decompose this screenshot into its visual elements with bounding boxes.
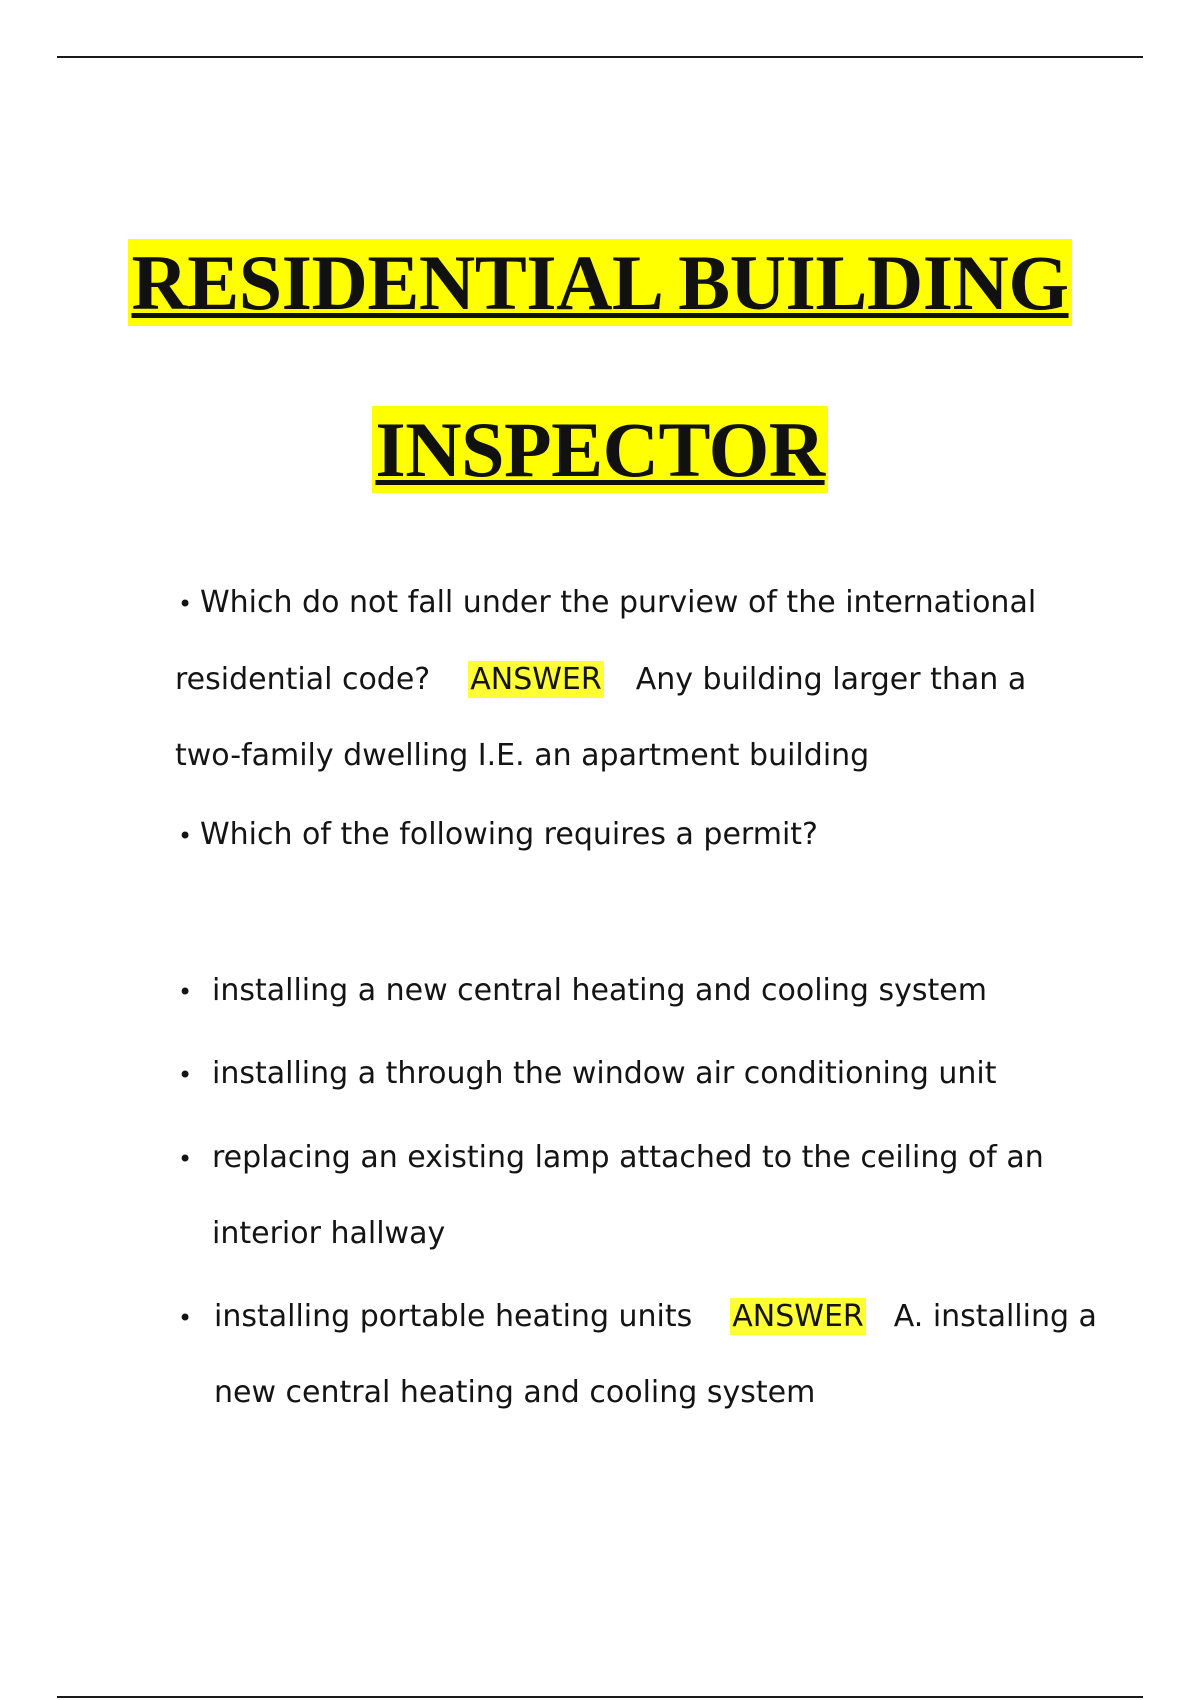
option-1-text: installing a new central heating and cooling system — [212, 973, 987, 1008]
title-text-1: RESIDENTIAL BUILDING — [128, 239, 1071, 326]
option-3-text-cont: interior hallway — [212, 1216, 446, 1251]
bullet-q1: • — [178, 590, 193, 618]
option-4-text — [214, 1297, 1097, 1337]
bottom-rule — [57, 1696, 1143, 1698]
q1-line-3: two-family dwelling I.E. an apartment building — [175, 738, 870, 773]
q1-line-2 — [175, 660, 1026, 700]
q1-answer-tag: ANSWER — [470, 662, 602, 697]
option-4-answer-text: A. installing a — [893, 1299, 1097, 1334]
title-line-2 — [0, 405, 1200, 495]
q1-line-2-pre: residential code? — [175, 662, 431, 697]
bullet-q2: • — [178, 822, 193, 850]
q1-answer-text: Any building larger than a — [635, 662, 1027, 697]
title-text-2: INSPECTOR — [372, 406, 827, 493]
option-4-answer-tag: ANSWER — [732, 1299, 864, 1334]
bullet-option-1: • — [178, 978, 193, 1006]
option-2-text: installing a through the window air conditioning unit — [212, 1056, 997, 1091]
bullet-option-4: • — [178, 1304, 193, 1332]
bullet-option-3: • — [178, 1145, 193, 1173]
bullet-option-2: • — [178, 1061, 193, 1089]
q2-line-1: Which of the following requires a permit? — [200, 817, 818, 852]
option-3-text: replacing an existing lamp attached to the ceiling of an — [212, 1140, 1044, 1175]
title-line-1 — [0, 238, 1200, 328]
q1-line-1: Which do not fall under the purview of the international — [200, 585, 1037, 620]
option-4-pre: installing portable heating units — [214, 1299, 693, 1334]
top-rule — [57, 56, 1143, 58]
option-4-text-cont: new central heating and cooling system — [214, 1375, 816, 1410]
